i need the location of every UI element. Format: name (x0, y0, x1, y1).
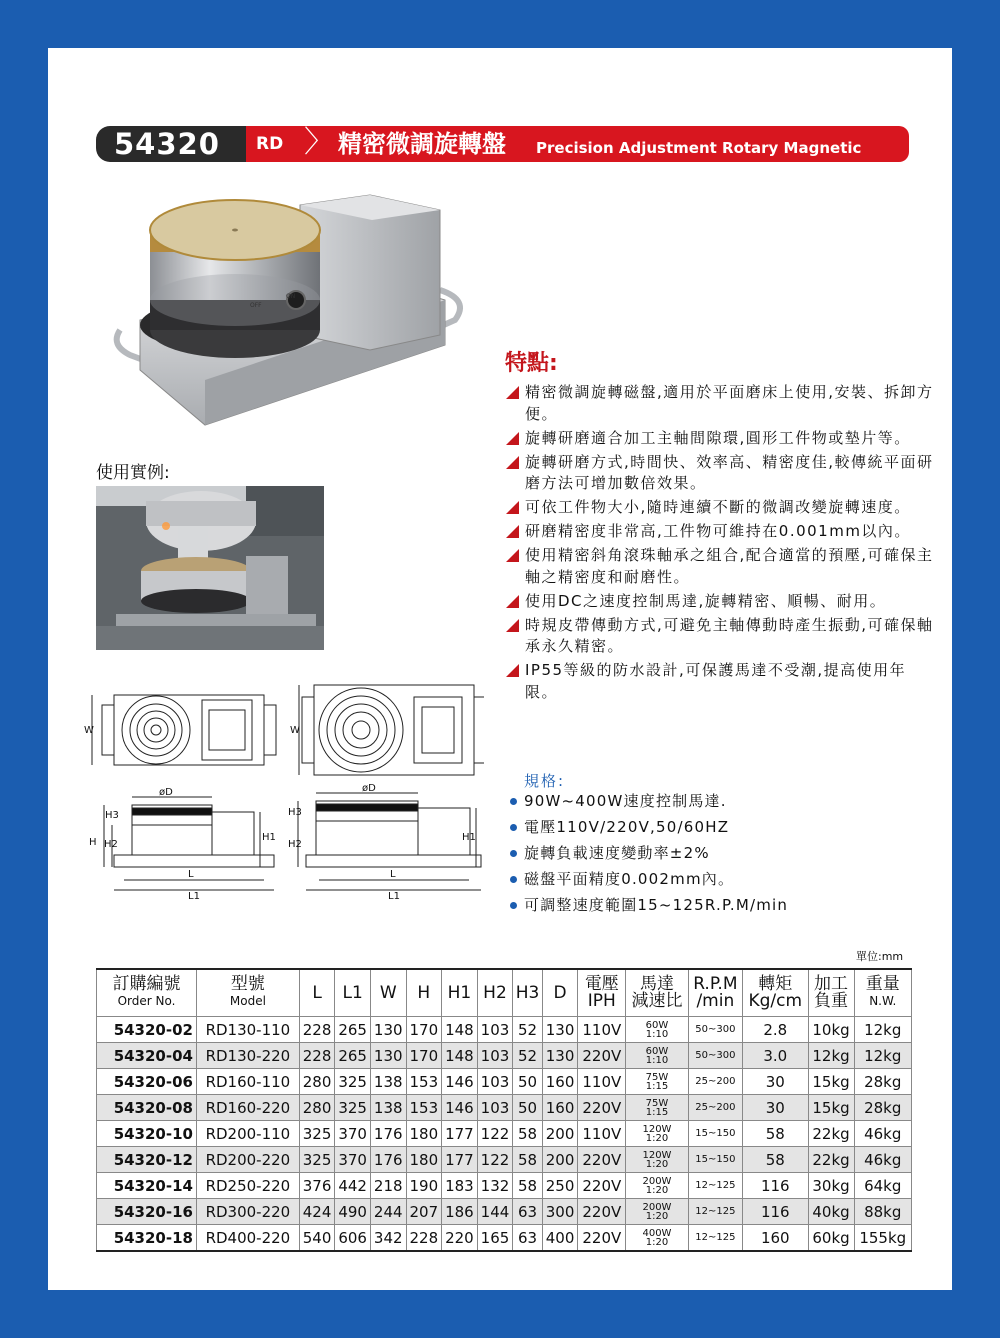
triangle-bullet-icon (506, 386, 519, 399)
product-photo (110, 190, 470, 440)
header-h3: H3 (513, 969, 543, 1017)
voltage-cell: 110V (578, 1017, 626, 1043)
dim-w-cell: 176 (370, 1147, 406, 1173)
motor-cell (626, 1225, 688, 1252)
spec-item: 90W~400W速度控制馬達. (509, 791, 788, 811)
motor-cell (626, 1095, 688, 1121)
dim-h-cell: 180 (406, 1121, 442, 1147)
dim-l1-label-2: L1 (388, 891, 400, 902)
dim-w-cell: 138 (370, 1069, 406, 1095)
dim-h3-label-2: H3 (288, 807, 302, 818)
header-model: 型號 Model (196, 969, 299, 1017)
dim-h2-cell: 103 (477, 1017, 513, 1043)
header-order-no: 訂購編號 Order No. (97, 969, 197, 1017)
weight-cell: 46kg (854, 1121, 912, 1147)
dim-h3-label-1: H3 (105, 810, 119, 821)
rpm-cell: 25~200 (688, 1095, 742, 1121)
weight-cell: 155kg (854, 1225, 912, 1252)
dim-l-cell: 280 (299, 1095, 335, 1121)
spec-item: 電壓110V/220V,50/60HZ (509, 817, 788, 837)
feature-item: 精密微調旋轉磁盤,適用於平面磨床上使用,安裝、拆卸方便。 (505, 382, 935, 425)
spec-item: 磁盤平面精度0.002mm內。 (509, 869, 788, 889)
weight-cell: 88kg (854, 1199, 912, 1225)
spec-table (96, 968, 912, 1252)
order-no-cell: 54320-12 (97, 1147, 197, 1173)
dim-w-cell: 138 (370, 1095, 406, 1121)
triangle-bullet-icon (506, 549, 519, 562)
dim-l-cell: 540 (299, 1225, 335, 1252)
dim-h-cell: 170 (406, 1043, 442, 1069)
order-no-cell: 54320-02 (97, 1017, 197, 1043)
header-load: 加工 負重 (808, 969, 854, 1017)
dim-l-cell: 424 (299, 1199, 335, 1225)
motor-cell (626, 1173, 688, 1199)
dim-h2-cell: 132 (477, 1173, 513, 1199)
torque-cell: 116 (743, 1199, 809, 1225)
dim-h1-cell: 183 (442, 1173, 478, 1199)
dim-h-cell: 228 (406, 1225, 442, 1252)
dot-bullet-icon (510, 850, 517, 857)
reduction-ratio: 1:10 (645, 1028, 669, 1040)
motor-power: 400W (642, 1227, 672, 1239)
dim-w-cell: 218 (370, 1173, 406, 1199)
model-cell: RD200-110 (196, 1121, 299, 1147)
order-no-cell: 54320-18 (97, 1225, 197, 1252)
dim-d-cell: 300 (542, 1199, 578, 1225)
dim-h-cell: 170 (406, 1017, 442, 1043)
voltage-cell: 220V (578, 1225, 626, 1252)
order-no-cell: 54320-04 (97, 1043, 197, 1069)
dim-h3-cell: 58 (513, 1147, 543, 1173)
header-d: D (542, 969, 578, 1017)
dim-h1-cell: 146 (442, 1069, 478, 1095)
dim-h2-cell: 144 (477, 1199, 513, 1225)
table-row (97, 1017, 912, 1043)
rpm-cell: 50~300 (688, 1043, 742, 1069)
dot-bullet-icon (510, 798, 517, 805)
weight-cell: 12kg (854, 1043, 912, 1069)
dim-l1-cell: 370 (335, 1147, 371, 1173)
reduction-ratio: 1:20 (645, 1132, 669, 1144)
dim-l1-cell: 490 (335, 1199, 371, 1225)
unit-label: 單位:mm (856, 950, 904, 963)
product-code: 54320 (96, 126, 246, 162)
dim-w-cell: 342 (370, 1225, 406, 1252)
table-row (97, 1095, 912, 1121)
table-row (97, 1147, 912, 1173)
dim-l1-cell: 265 (335, 1043, 371, 1069)
header-weight: 重量 N.W. (854, 969, 912, 1017)
weight-cell: 28kg (854, 1069, 912, 1095)
voltage-cell: 220V (578, 1199, 626, 1225)
dim-w-cell: 130 (370, 1017, 406, 1043)
dim-l-label-2: L (390, 869, 396, 880)
dim-l-cell: 280 (299, 1069, 335, 1095)
load-cell: 40kg (808, 1199, 854, 1225)
dim-h1-cell: 146 (442, 1095, 478, 1121)
model-cell: RD300-220 (196, 1199, 299, 1225)
dim-h3-cell: 52 (513, 1017, 543, 1043)
dot-bullet-icon (510, 876, 517, 883)
spec-item: 旋轉負載速度變動率±2% (509, 843, 788, 863)
table-header-row (97, 969, 912, 1017)
header-h2: H2 (477, 969, 513, 1017)
dim-h2-cell: 122 (477, 1121, 513, 1147)
order-no-cell: 54320-06 (97, 1069, 197, 1095)
weight-cell: 12kg (854, 1017, 912, 1043)
dim-h3-cell: 63 (513, 1225, 543, 1252)
table-row (97, 1173, 912, 1199)
torque-cell: 160 (743, 1225, 809, 1252)
dim-h2-cell: 165 (477, 1225, 513, 1252)
dim-h-cell: 153 (406, 1069, 442, 1095)
header-h: H (406, 969, 442, 1017)
model-cell: RD160-220 (196, 1095, 299, 1121)
dim-h1-cell: 220 (442, 1225, 478, 1252)
chevron-right-icon: 〉 (304, 125, 334, 160)
rpm-cell: 50~300 (688, 1017, 742, 1043)
torque-cell: 2.8 (743, 1017, 809, 1043)
dim-d-cell: 400 (542, 1225, 578, 1252)
motor-power: 120W (642, 1149, 672, 1161)
reduction-ratio: 1:15 (645, 1080, 669, 1092)
reduction-ratio: 1:20 (645, 1184, 669, 1196)
dim-l-cell: 325 (299, 1121, 335, 1147)
load-cell: 15kg (808, 1095, 854, 1121)
motor-cell (626, 1121, 688, 1147)
dim-h1-label-1: H1 (262, 832, 276, 843)
weight-cell: 28kg (854, 1095, 912, 1121)
weight-cell: 64kg (854, 1173, 912, 1199)
dim-h-cell: 207 (406, 1199, 442, 1225)
feature-item: 旋轉研磨適合加工主軸間隙環,圓形工件物或墊片等。 (505, 428, 935, 450)
motor-power: 60W (645, 1019, 669, 1031)
torque-cell: 30 (743, 1095, 809, 1121)
reduction-ratio: 1:20 (645, 1158, 669, 1170)
dim-h-label-1: H (89, 837, 97, 848)
dim-h3-cell: 52 (513, 1043, 543, 1069)
dim-l1-cell: 265 (335, 1017, 371, 1043)
dim-d-cell: 160 (542, 1069, 578, 1095)
rpm-cell: 12~125 (688, 1173, 742, 1199)
dim-w-cell: 176 (370, 1121, 406, 1147)
header-rpm: R.P.M /min (688, 969, 742, 1017)
feature-item: 旋轉研磨方式,時間快、效率高、精密度佳,較傳統平面研磨方法可增加數倍效果。 (505, 452, 935, 495)
motor-power: 60W (645, 1045, 669, 1057)
dim-l-label-1: L (188, 869, 194, 880)
header-motor: 馬達 減速比 (626, 969, 688, 1017)
load-cell: 10kg (808, 1017, 854, 1043)
weight-cell: 46kg (854, 1147, 912, 1173)
switch-on-label: ON (286, 293, 296, 300)
torque-cell: 30 (743, 1069, 809, 1095)
dim-l-cell: 376 (299, 1173, 335, 1199)
load-cell: 30kg (808, 1173, 854, 1199)
header-voltage: 電壓 IPH (578, 969, 626, 1017)
rpm-cell: 15~150 (688, 1121, 742, 1147)
dim-h1-cell: 177 (442, 1147, 478, 1173)
triangle-bullet-icon (506, 525, 519, 538)
torque-cell: 58 (743, 1121, 809, 1147)
header-l1: L1 (335, 969, 371, 1017)
voltage-cell: 220V (578, 1147, 626, 1173)
dim-d-cell: 250 (542, 1173, 578, 1199)
dim-d-cell: 200 (542, 1147, 578, 1173)
reduction-ratio: 1:20 (645, 1210, 669, 1222)
model-cell: RD200-220 (196, 1147, 299, 1173)
model-cell: RD160-110 (196, 1069, 299, 1095)
spec-item: 可調整速度範圍15~125R.P.M/min (509, 895, 788, 915)
dim-l1-cell: 325 (335, 1095, 371, 1121)
series-label: RD (256, 134, 284, 154)
reduction-ratio: 1:15 (645, 1106, 669, 1118)
feature-item: 研磨精密度非常高,工件物可維持在0.001mm以內。 (505, 521, 935, 543)
feature-item: 使用精密斜角滾珠軸承之組合,配合適當的預壓,可確保主軸之精密度和耐磨性。 (505, 545, 935, 588)
dim-d-label-1: øD (159, 787, 173, 798)
feature-item: 時規皮帶傳動方式,可避免主軸傳動時產生振動,可確保軸承永久精密。 (505, 615, 935, 658)
dim-h3-cell: 50 (513, 1095, 543, 1121)
dim-h-cell: 190 (406, 1173, 442, 1199)
dim-l-cell: 325 (299, 1147, 335, 1173)
dim-l1-cell: 370 (335, 1121, 371, 1147)
model-cell: RD130-110 (196, 1017, 299, 1043)
dim-l-cell: 228 (299, 1017, 335, 1043)
dim-w-label-2: W (290, 725, 300, 736)
dot-bullet-icon (510, 902, 517, 909)
motor-cell (626, 1043, 688, 1069)
dim-d-cell: 130 (542, 1043, 578, 1069)
rpm-cell: 12~125 (688, 1199, 742, 1225)
triangle-bullet-icon (506, 432, 519, 445)
voltage-cell: 220V (578, 1043, 626, 1069)
table-row (97, 1043, 912, 1069)
order-no-cell: 54320-10 (97, 1121, 197, 1147)
dim-w-cell: 244 (370, 1199, 406, 1225)
torque-cell: 3.0 (743, 1043, 809, 1069)
dim-h1-cell: 148 (442, 1017, 478, 1043)
voltage-cell: 110V (578, 1069, 626, 1095)
feature-item: 可依工件物大小,隨時連續不斷的微調改變旋轉速度。 (505, 497, 935, 519)
dim-l1-cell: 442 (335, 1173, 371, 1199)
motor-power: 200W (642, 1201, 672, 1213)
order-no-cell: 54320-16 (97, 1199, 197, 1225)
feature-item: IP55等級的防水設計,可保護馬達不受潮,提高使用年限。 (505, 660, 935, 703)
title-zh: 精密微調旋轉盤 (338, 130, 506, 158)
voltage-cell: 220V (578, 1173, 626, 1199)
torque-cell: 58 (743, 1147, 809, 1173)
load-cell: 12kg (808, 1043, 854, 1069)
dot-bullet-icon (510, 824, 517, 831)
load-cell: 22kg (808, 1121, 854, 1147)
features-title: 特點: (505, 351, 558, 376)
dim-h3-cell: 58 (513, 1173, 543, 1199)
switch-off-label: OFF (250, 302, 262, 309)
dim-d-cell: 130 (542, 1017, 578, 1043)
features-list (505, 382, 935, 706)
title-en: Precision Adjustment Rotary Magnetic Chuck (536, 139, 862, 193)
motor-cell (626, 1199, 688, 1225)
dim-h1-cell: 186 (442, 1199, 478, 1225)
dim-h1-label-2: H1 (462, 832, 476, 843)
dim-h-cell: 180 (406, 1147, 442, 1173)
torque-cell: 116 (743, 1173, 809, 1199)
model-cell: RD400-220 (196, 1225, 299, 1252)
table-row (97, 1199, 912, 1225)
motor-cell (626, 1017, 688, 1043)
dim-h2-cell: 122 (477, 1147, 513, 1173)
load-cell: 15kg (808, 1069, 854, 1095)
specs-title: 規格: (524, 772, 566, 790)
dim-l-cell: 228 (299, 1043, 335, 1069)
rpm-cell: 12~125 (688, 1225, 742, 1252)
dim-l1-cell: 606 (335, 1225, 371, 1252)
rpm-cell: 25~200 (688, 1069, 742, 1095)
dimension-drawings (84, 675, 484, 915)
dim-d-cell: 200 (542, 1121, 578, 1147)
header-l: L (299, 969, 335, 1017)
order-no-cell: 54320-14 (97, 1173, 197, 1199)
voltage-cell: 110V (578, 1121, 626, 1147)
order-no-cell: 54320-08 (97, 1095, 197, 1121)
dim-h2-cell: 103 (477, 1069, 513, 1095)
motor-power: 200W (642, 1175, 672, 1187)
dim-w-cell: 130 (370, 1043, 406, 1069)
dim-d-cell: 160 (542, 1095, 578, 1121)
voltage-cell: 220V (578, 1095, 626, 1121)
dim-h3-cell: 58 (513, 1121, 543, 1147)
load-cell: 22kg (808, 1147, 854, 1173)
table-row (97, 1069, 912, 1095)
model-cell: RD130-220 (196, 1043, 299, 1069)
triangle-bullet-icon (506, 619, 519, 632)
reduction-ratio: 1:10 (645, 1054, 669, 1066)
dim-h3-cell: 50 (513, 1069, 543, 1095)
triangle-bullet-icon (506, 595, 519, 608)
feature-item: 使用DC之速度控制馬達,旋轉精密、順暢、耐用。 (505, 591, 935, 613)
dim-h1-cell: 177 (442, 1121, 478, 1147)
dim-h2-cell: 103 (477, 1095, 513, 1121)
dim-h3-cell: 63 (513, 1199, 543, 1225)
triangle-bullet-icon (506, 501, 519, 514)
header-w: W (370, 969, 406, 1017)
title-banner (96, 125, 909, 193)
dim-h-cell: 153 (406, 1095, 442, 1121)
dim-w-label-1: W (84, 725, 94, 736)
dim-h2-label-2: H2 (288, 839, 302, 850)
motor-power: 75W (645, 1097, 669, 1109)
motor-cell (626, 1069, 688, 1095)
table-row (97, 1121, 912, 1147)
rpm-cell: 15~150 (688, 1147, 742, 1173)
header-h1: H1 (442, 969, 478, 1017)
dim-l1-cell: 325 (335, 1069, 371, 1095)
specs-list (509, 791, 788, 921)
load-cell: 60kg (808, 1225, 854, 1252)
dim-h2-label-1: H2 (104, 839, 118, 850)
header-torque: 轉矩 Kg/cm (743, 969, 809, 1017)
reduction-ratio: 1:20 (645, 1236, 669, 1248)
dim-l1-label-1: L1 (188, 891, 200, 902)
triangle-bullet-icon (506, 456, 519, 469)
dim-h1-cell: 148 (442, 1043, 478, 1069)
table-row (97, 1225, 912, 1252)
motor-power: 75W (645, 1071, 669, 1083)
dim-d-label-2: øD (362, 783, 376, 794)
motor-cell (626, 1147, 688, 1173)
model-cell: RD250-220 (196, 1173, 299, 1199)
triangle-bullet-icon (506, 664, 519, 677)
usage-example-photo (96, 486, 324, 650)
dim-h2-cell: 103 (477, 1043, 513, 1069)
motor-power: 120W (642, 1123, 672, 1135)
usage-example-label: 使用實例: (96, 463, 170, 483)
